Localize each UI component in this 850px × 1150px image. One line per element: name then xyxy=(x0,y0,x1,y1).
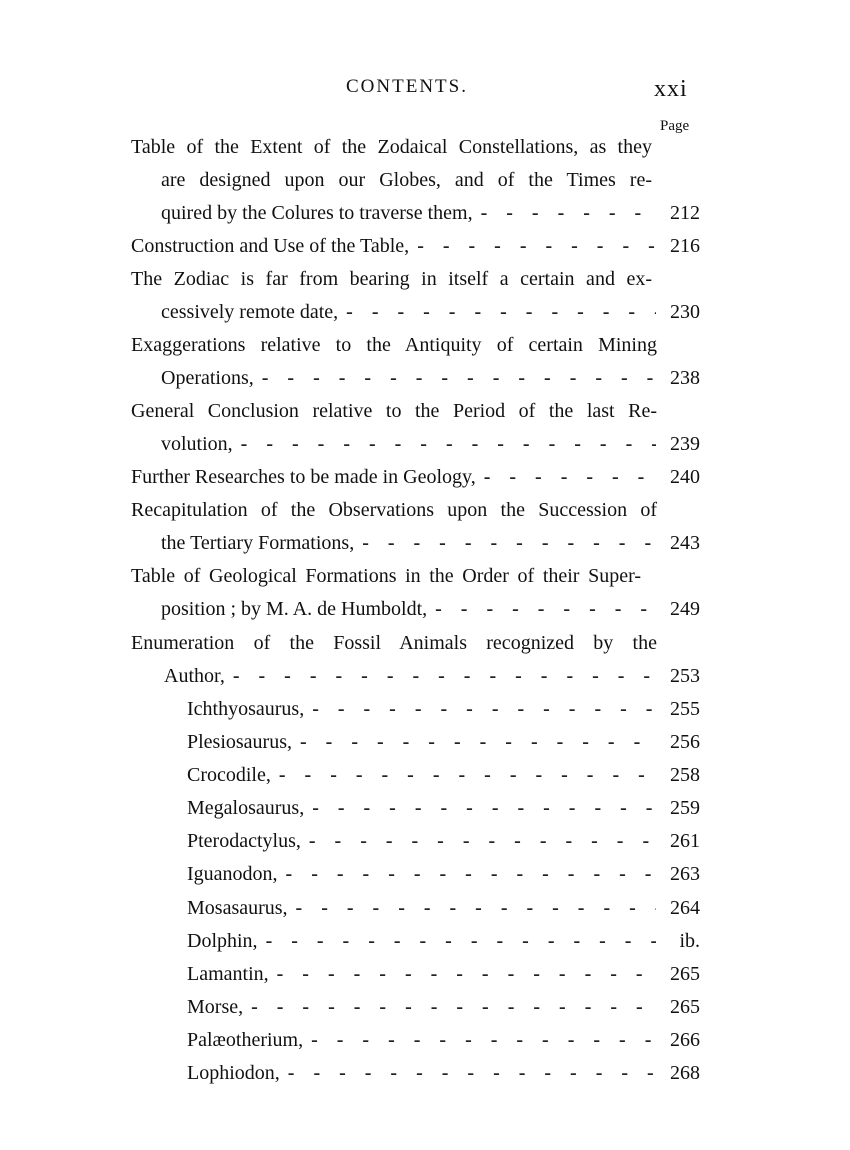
entry-page-number: ib. xyxy=(679,930,700,952)
dot-leader xyxy=(301,824,656,858)
entry-text: Megalosaurus, xyxy=(187,797,305,819)
entry-text: Construction and Use of the Table, xyxy=(131,235,410,257)
dot-leader xyxy=(303,1023,656,1057)
header-page-number: xxi xyxy=(654,76,688,102)
entry-page-number: 255 xyxy=(670,698,700,720)
entry-text: Iguanodon, xyxy=(187,863,278,885)
page-column-label: Page xyxy=(660,118,690,134)
entry-text: Table of Geological Formations in the Order of their Super- xyxy=(131,565,641,587)
entry-text: Pterodactylus, xyxy=(187,830,301,852)
entry-text: Further Researches to be made in Geology, xyxy=(131,466,476,488)
dot-leader xyxy=(292,725,656,759)
dot-leader xyxy=(225,659,656,693)
dot-leader xyxy=(278,857,656,891)
dot-leader xyxy=(409,229,656,263)
contents-entry-line xyxy=(161,592,700,626)
dot-leader xyxy=(243,990,656,1024)
contents-entry-line xyxy=(187,758,700,792)
entry-page-number: 256 xyxy=(670,731,700,753)
dot-leader xyxy=(304,692,656,726)
entry-page-number: 259 xyxy=(670,797,700,819)
entry-text: Author, xyxy=(164,665,225,687)
entry-page-number: 253 xyxy=(670,665,700,687)
entry-text: Enumeration of the Fossil Animals recognized by the xyxy=(131,632,657,654)
contents-entry-line xyxy=(187,824,700,858)
contents-entry-line xyxy=(187,1056,700,1090)
contents-entry-line xyxy=(187,957,700,991)
entry-text: Mosasaurus, xyxy=(187,897,288,919)
contents-entry-line xyxy=(161,526,700,560)
dot-leader xyxy=(271,758,656,792)
entry-text: Exaggerations relative to the Antiquity of certain Mining xyxy=(131,334,657,356)
contents-entry-line xyxy=(161,427,700,461)
entry-text: Morse, xyxy=(187,996,244,1018)
dot-leader xyxy=(288,891,656,925)
contents-entry-line xyxy=(187,891,700,925)
contents-entry-line xyxy=(131,262,652,296)
entry-page-number: 216 xyxy=(670,235,700,257)
entry-page-number: 264 xyxy=(670,897,700,919)
dot-leader xyxy=(254,361,656,395)
entry-text: Operations, xyxy=(161,367,254,389)
dot-leader xyxy=(258,924,656,958)
entry-page-number: 239 xyxy=(670,433,700,455)
entry-text: Palæotherium, xyxy=(187,1029,304,1051)
entry-text: volution, xyxy=(161,433,233,455)
entry-text: Lophiodon, xyxy=(187,1062,280,1084)
dot-leader xyxy=(427,592,656,626)
contents-entry-line xyxy=(187,725,700,759)
dot-leader xyxy=(304,791,656,825)
contents-entry-line xyxy=(187,857,700,891)
contents-entry-line xyxy=(131,394,657,428)
contents-entry-line xyxy=(187,791,700,825)
entry-text: quired by the Colures to traverse them, xyxy=(161,202,473,224)
contents-entry-line xyxy=(164,659,700,693)
dot-leader xyxy=(476,460,656,494)
contents-entry-line xyxy=(187,1023,700,1057)
entry-page-number: 258 xyxy=(670,764,700,786)
entry-text: Table of the Extent of the Zodaical Constellations, as they xyxy=(131,136,652,158)
contents-entry-line xyxy=(187,924,700,958)
header-title: CONTENTS. xyxy=(346,76,468,97)
running-header xyxy=(0,76,850,106)
entry-text: Dolphin, xyxy=(187,930,258,952)
dot-leader xyxy=(269,957,656,991)
dot-leader xyxy=(354,526,656,560)
contents-entry-line xyxy=(187,990,700,1024)
contents-entry-line xyxy=(131,229,700,263)
entry-page-number: 212 xyxy=(670,202,700,224)
dot-leader xyxy=(338,295,656,329)
dot-leader xyxy=(473,196,656,230)
contents-entry-line xyxy=(131,328,657,362)
contents-entry-line xyxy=(161,163,652,197)
entry-page-number: 268 xyxy=(670,1062,700,1084)
entry-page-number: 243 xyxy=(670,532,700,554)
entry-text: Crocodile, xyxy=(187,764,271,786)
contents-entry-line xyxy=(131,460,700,494)
entry-text: the Tertiary Formations, xyxy=(161,532,355,554)
contents-entry-line xyxy=(187,692,700,726)
entry-page-number: 265 xyxy=(670,963,700,985)
entry-text: Ichthyosaurus, xyxy=(187,698,305,720)
entry-page-number: 238 xyxy=(670,367,700,389)
contents-entry-line xyxy=(161,196,700,230)
entry-text: are designed upon our Globes, and of the Times re- xyxy=(161,169,652,191)
entry-page-number: 240 xyxy=(670,466,700,488)
entry-text: Lamantin, xyxy=(187,963,269,985)
contents-entry-line xyxy=(131,626,657,660)
entry-page-number: 261 xyxy=(670,830,700,852)
contents-entry-line xyxy=(161,295,700,329)
entry-text: position ; by M. A. de Humboldt, xyxy=(161,598,428,620)
dot-leader xyxy=(233,427,656,461)
entry-text: Recapitulation of the Observations upon the Succession of xyxy=(131,499,657,521)
entry-page-number: 265 xyxy=(670,996,700,1018)
entry-page-number: 263 xyxy=(670,863,700,885)
contents-entry-line xyxy=(161,361,700,395)
entry-text: cessively remote date, xyxy=(161,301,339,323)
entry-page-number: 230 xyxy=(670,301,700,323)
entry-page-number: 249 xyxy=(670,598,700,620)
entry-text: Plesiosaurus, xyxy=(187,731,292,753)
entry-page-number: 266 xyxy=(670,1029,700,1051)
entry-text: General Conclusion relative to the Period of the last Re- xyxy=(131,400,657,422)
entry-text: The Zodiac is far from bearing in itself a certain and ex- xyxy=(131,268,652,290)
contents-entry-line xyxy=(131,559,641,593)
contents-entry-line xyxy=(131,130,652,164)
dot-leader xyxy=(280,1056,656,1090)
contents-entry-line xyxy=(131,493,657,527)
